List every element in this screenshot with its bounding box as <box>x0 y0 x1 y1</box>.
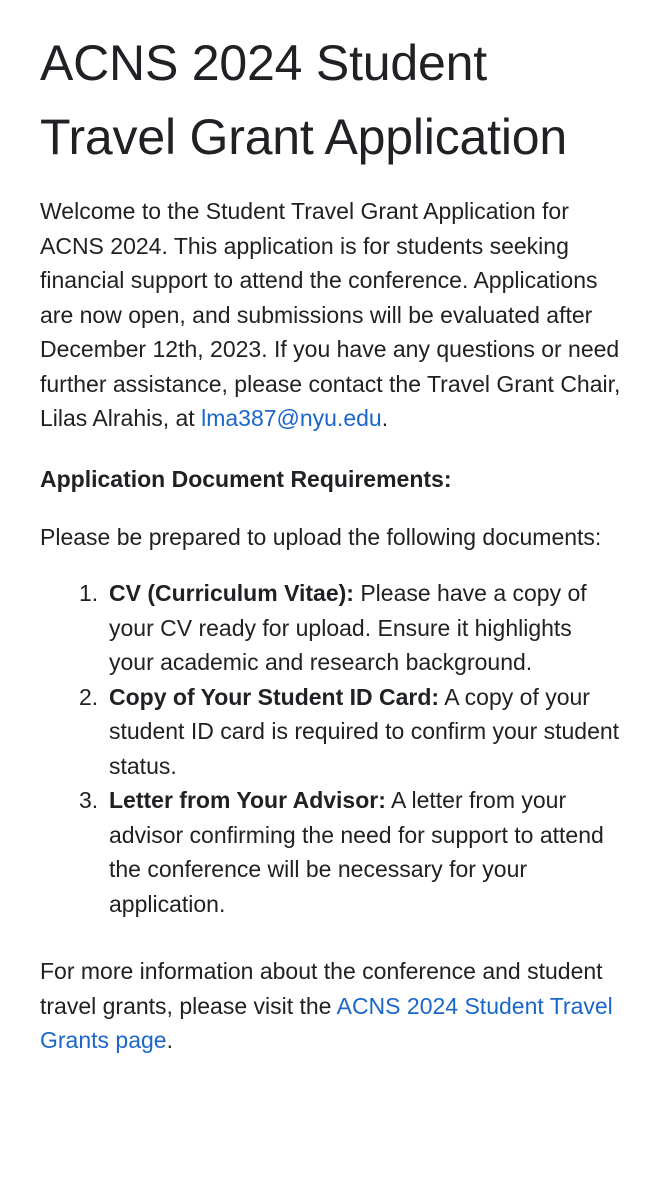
footer-end: . <box>166 1027 173 1053</box>
document-list <box>40 576 622 921</box>
document-title: Letter from Your Advisor: <box>109 787 386 813</box>
document-title: CV (Curriculum Vitae): <box>109 580 354 606</box>
footer-text: For more information about the conference and student travel grants, please visit the <box>40 958 603 1019</box>
document-item-student-id <box>40 680 622 784</box>
intro-paragraph <box>40 194 622 436</box>
prep-text: Please be prepared to upload the following documents: <box>40 523 602 550</box>
document-title: Copy of Your Student ID Card: <box>109 683 440 710</box>
list-number: 1. <box>79 580 99 606</box>
document-description: A letter from your advisor confirming the need for support to attend the conference will be necessary for your application. <box>109 787 604 917</box>
contact-email-link[interactable]: lma387@nyu.edu <box>201 405 382 431</box>
footer-paragraph <box>40 954 622 1058</box>
document-item-advisor-letter <box>40 783 622 921</box>
document-description: Please have a copy of your CV ready for upload. Ensure it highlights your academic and research background. <box>109 580 587 675</box>
travel-grants-page-link[interactable]: ACNS 2024 Student Travel Grants page <box>40 992 613 1053</box>
document-item-cv <box>40 576 622 680</box>
list-number: 2. <box>79 683 99 710</box>
page-title: ACNS 2024 Student Travel Grant Application <box>40 35 567 165</box>
list-number: 3. <box>79 787 99 813</box>
intro-text: Welcome to the Student Travel Grant Application for ACNS 2024. This application is for students seeking financial support to attend the conference. Applications are now open, and submissions will be evaluated after December 12th, 2023. If you have any questions or need further assistance, please contact the Travel Grant Chair, Lilas Alrahis, at <box>40 198 621 431</box>
document-description: A copy of your student ID card is required to confirm your student status. <box>109 683 620 779</box>
requirements-heading: Application Document Requirements: <box>40 465 452 492</box>
intro-end: . <box>381 405 389 431</box>
